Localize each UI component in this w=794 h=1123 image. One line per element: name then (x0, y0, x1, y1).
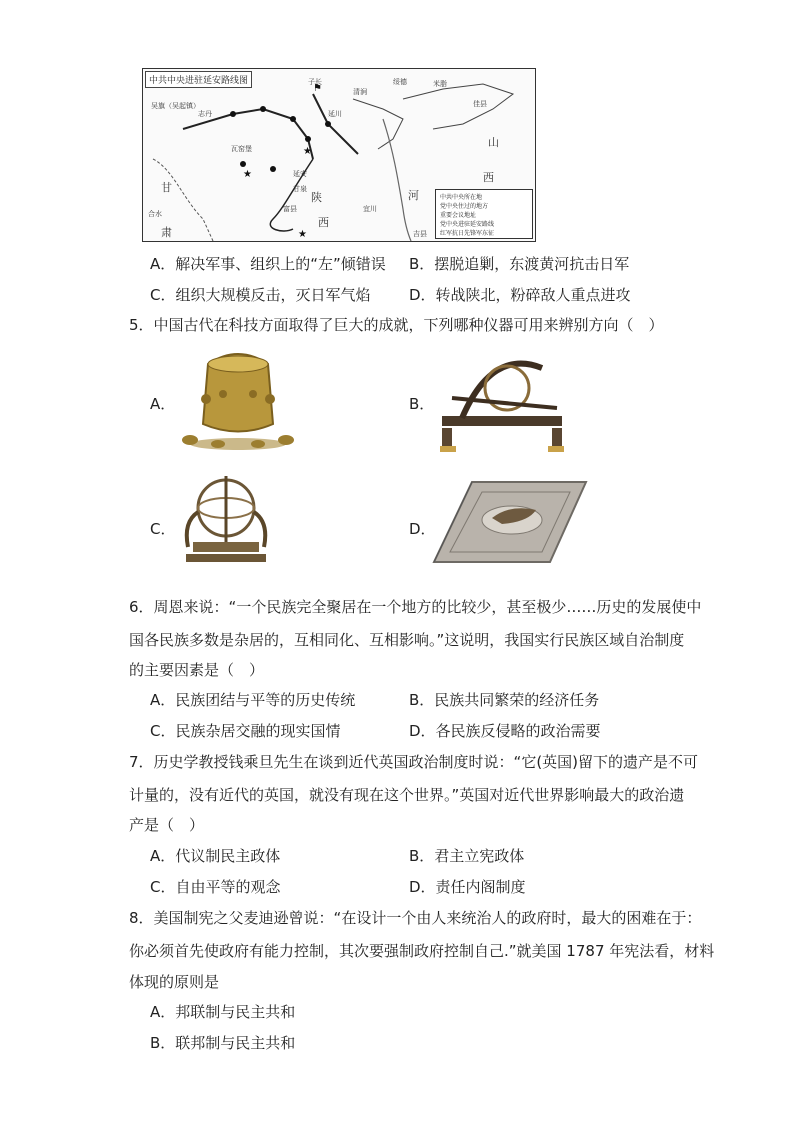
svg-text:★: ★ (303, 146, 312, 157)
map-place: 绥德 (393, 78, 407, 86)
map-place: 延安 (293, 170, 307, 178)
q7-line-2: 计量的，没有近代的英国，就没有现在这个世界。”英国对近代世界影响最大的政治遗 (129, 786, 685, 804)
q6-option-b: B．民族共同繁荣的经济任务 (409, 691, 600, 709)
q8-option-a: A．邦联制与民主共和 (150, 1003, 296, 1021)
map-place: 吉县 (413, 230, 427, 238)
q7-line-1: 7．历史学教授钱乘旦先生在谈到近代英国政治制度时说：“它(英国)留下的遗产是不可 (129, 753, 699, 771)
map-place: 吴旗（吴起镇） (151, 102, 200, 110)
map-place: 瓦窑堡 (231, 145, 252, 153)
q6-line-2: 国各民族多数是杂居的，互相同化、互相影响。”这说明，我国实行民族区域自治制度 (129, 631, 685, 649)
map-place: 志丹 (198, 110, 212, 118)
legend-item: 党中央住过的地方 (440, 203, 489, 210)
q5-stem: 5．中国古代在科技方面取得了巨大的成就，下列哪种仪器可用来辨别方向（ ） (129, 316, 664, 334)
q8-line-3: 体现的原则是 (129, 973, 220, 991)
astronomical-instrument-image (178, 472, 274, 572)
q7-option-d: D．责任内阁制度 (409, 878, 526, 896)
map-place: 佳县 (473, 100, 487, 108)
q8-line-1: 8．美国制宪之父麦迪逊曾说：“在设计一个由人来统治人的政府时，最大的困难在于： (129, 909, 702, 927)
map-place: 甘泉 (293, 185, 307, 193)
armillary-image (432, 348, 572, 456)
q5-label-d: D． (409, 520, 436, 538)
map-region: 河 (408, 189, 419, 202)
map-figure (142, 68, 536, 242)
q4-option-a: A．解决军事、组织上的“左”倾错误 (150, 255, 386, 273)
q4-option-c: C．组织大规模反击，灭日军气焰 (150, 286, 371, 304)
svg-text:★: ★ (298, 229, 307, 240)
map-place: 清涧 (353, 88, 367, 96)
legend-item: 中共中央所在地 (440, 194, 483, 201)
map-region: 西 (483, 171, 494, 184)
map-place: 子长 (308, 78, 322, 86)
seismograph-image (178, 344, 298, 452)
map-place: 延川 (328, 110, 342, 118)
q7-option-c: C．自由平等的观念 (150, 878, 281, 896)
q4-option-b: B．摆脱追剿，东渡黄河抗击日军 (409, 255, 630, 273)
q5-label-b: B． (409, 395, 435, 413)
legend-item: 红军抗日先锋军东征 (440, 230, 495, 237)
q6-option-d: D．各民族反侵略的政治需要 (409, 722, 601, 740)
q6-option-a: A．民族团结与平等的历史传统 (150, 691, 356, 709)
q8-option-b: B．联邦制与民主共和 (150, 1034, 296, 1052)
q6-line-1: 6．周恩来说：“一个民族完全聚居在一个地方的比较少，甚至极少……历史的发展使中 (129, 598, 702, 616)
map-region: 甘 (161, 181, 172, 194)
map-place: 米脂 (433, 80, 447, 88)
legend-item: 党中央进驻延安路线 (440, 221, 495, 228)
q7-option-b: B．君主立宪政体 (409, 847, 525, 865)
map-region: 山 (488, 136, 499, 149)
q7-line-3: 产是（ ） (129, 816, 205, 834)
q5-label-c: C． (150, 520, 176, 538)
legend-item: 重要会议地址 (440, 212, 477, 219)
q5-label-a: A． (150, 395, 176, 413)
q4-option-d: D．转战陕北，粉碎敌人重点进攻 (409, 286, 631, 304)
map-title: 中共中央进驻延安路线图 (145, 71, 252, 88)
map-place: 宜川 (363, 205, 377, 213)
q6-option-c: C．民族杂居交融的现实国情 (150, 722, 341, 740)
q6-line-3: 的主要因素是（ ） (129, 661, 265, 679)
map-legend (435, 189, 533, 239)
svg-text:★: ★ (243, 169, 252, 180)
map-place: 合水 (148, 210, 162, 218)
map-region: 陕 (311, 191, 322, 204)
map-region: 肃 (161, 226, 172, 239)
svg-text:⚑: ⚑ (313, 83, 322, 94)
map-place: 富县 (283, 205, 297, 213)
q7-option-a: A．代议制民主政体 (150, 847, 281, 865)
map-region: 西 (318, 216, 329, 229)
compass-sinan-image (432, 478, 588, 564)
q8-line-2: 你必须首先使政府有能力控制，其次要强制政府控制自己.”就美国 1787 年宪法看，材料 (129, 942, 715, 960)
